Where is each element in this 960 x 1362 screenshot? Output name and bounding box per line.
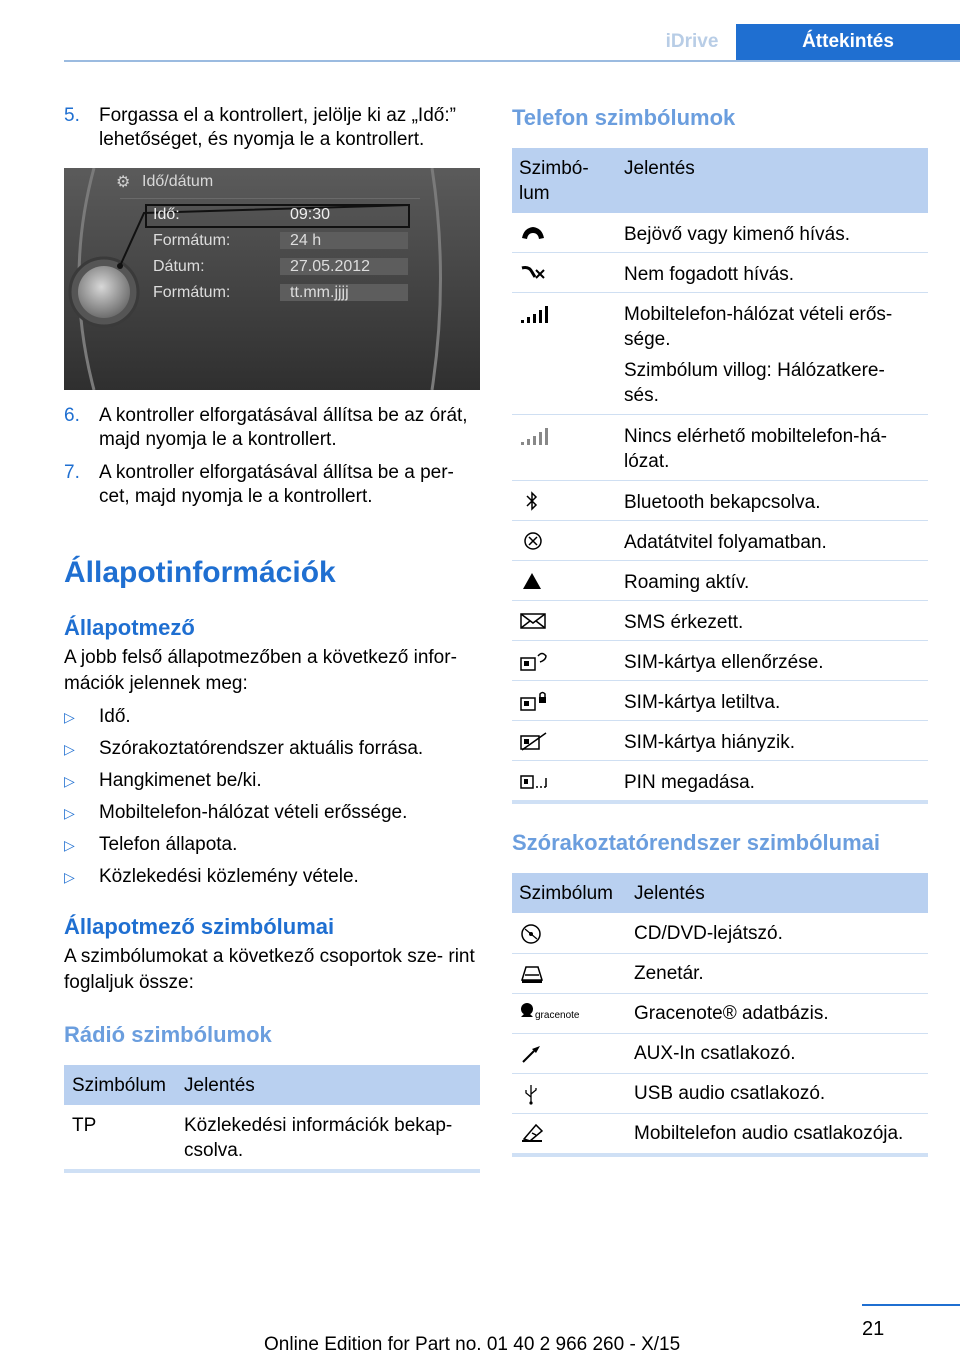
entertainment-symbols-title: Szórakoztatórendszer szimbólumai: [512, 830, 880, 855]
signal-strength-icon: [520, 304, 548, 324]
header-tab-overview[interactable]: Áttekintés: [736, 24, 960, 60]
row-divider: [512, 720, 928, 721]
meaning-cell: SIM-kártya letiltva.: [624, 692, 781, 713]
row-divider: [512, 520, 928, 521]
aux-in-plug-icon: [520, 1043, 542, 1065]
page-number: 21: [862, 1318, 885, 1340]
meaning-cell: SMS érkezett.: [624, 612, 744, 633]
row-divider: [512, 640, 928, 641]
list-item: ▷ Idő.: [64, 706, 131, 727]
header-cell: Szimbólum: [519, 883, 613, 904]
gear-icon: ⚙: [116, 174, 131, 191]
meaning-cell: Nem fogadott hívás.: [624, 264, 795, 285]
table-bottom-rule: [64, 1169, 480, 1173]
step-number: 7.: [64, 462, 80, 483]
meaning-cell: Mobiltelefon-hálózat vételi erős- sége.: [624, 304, 893, 350]
meaning-cell: SIM-kártya ellenőrzése.: [624, 652, 824, 673]
row-divider: [512, 953, 928, 954]
header-cell: Jelentés: [634, 883, 705, 904]
usb-icon: [522, 1083, 540, 1105]
radio-symbols-table: [64, 1065, 480, 1175]
list-item: ▷ Telefon állapota.: [64, 834, 238, 855]
pin-entry-icon: [520, 770, 548, 792]
table-bottom-rule: [512, 1153, 928, 1157]
header-cell: Jelentés: [624, 158, 695, 179]
header-tab-idrive[interactable]: iDrive: [665, 31, 719, 52]
header-cell: Szimbólum: [72, 1075, 166, 1096]
meaning-cell: Bejövő vagy kimenő hívás.: [624, 224, 851, 245]
sim-missing-icon: [520, 730, 548, 752]
footer-divider: [862, 1304, 960, 1306]
screen-row-value[interactable]: 27.05.2012: [290, 258, 371, 275]
screen-row-label[interactable]: Dátum:: [153, 258, 205, 275]
triangle-bullet-icon: ▷: [64, 709, 75, 725]
data-transfer-icon: [520, 530, 546, 552]
sms-envelope-icon: [520, 612, 546, 630]
cd-dvd-icon: [520, 923, 542, 945]
row-divider: [512, 680, 928, 681]
table-bottom-rule: [512, 800, 928, 804]
phone-audio-icon: [520, 1121, 546, 1143]
meaning-cell: Roaming aktív.: [624, 572, 750, 593]
meaning-cell: Adatátvitel folyamatban.: [624, 532, 827, 553]
meaning-cell: Szimbólum villog: Hálózatkere- sés.: [624, 360, 885, 406]
gracenote-logo-icon: [518, 1001, 598, 1025]
screen-row-value[interactable]: 24 h: [290, 232, 322, 249]
row-divider: [512, 414, 928, 415]
row-divider: [512, 480, 928, 481]
music-collection-icon: [520, 963, 544, 985]
step-number: 5.: [64, 105, 80, 126]
triangle-bullet-icon: ▷: [64, 837, 75, 853]
paragraph: A szimbólumokat a következő csoportok sze- rint foglaljuk össze:: [64, 946, 475, 993]
symbol-cell: TP: [72, 1115, 97, 1136]
row-divider: [512, 1113, 928, 1114]
section-title: Állapotinformációk: [64, 556, 336, 589]
meaning-cell: AUX-In csatlakozó.: [634, 1043, 796, 1064]
missed-call-icon: [520, 264, 546, 282]
sim-locked-icon: [520, 690, 548, 712]
step-text: Forgassa el a kontrollert, jelölje ki az „Idő:” lehetőséget, és nyomja le a kontrollert.: [99, 105, 456, 150]
row-divider: [512, 252, 928, 253]
meaning-cell: Közlekedési információk bekap- csolva.: [184, 1115, 453, 1161]
online-edition-note: Online Edition for Part no. 01 40 2 966 260 - X/15: [264, 1334, 681, 1355]
header-divider: [64, 60, 960, 62]
step-text: A kontroller elforgatásával állítsa be a per- cet, majd nyomja le a kontrollert.: [99, 462, 454, 507]
triangle-bullet-icon: ▷: [64, 805, 75, 821]
entertainment-symbols-table: [512, 873, 928, 1163]
sim-check-icon: [520, 650, 548, 672]
table-header: [512, 148, 928, 213]
triangle-bullet-icon: ▷: [64, 773, 75, 789]
meaning-cell: CD/DVD-lejátszó.: [634, 923, 783, 944]
screen-title: Idő/dátum: [142, 173, 214, 190]
meaning-cell: USB audio csatlakozó.: [634, 1083, 826, 1104]
bluetooth-icon: [522, 490, 542, 512]
roaming-triangle-icon: [522, 572, 542, 590]
screen-row-label[interactable]: Idő:: [153, 206, 180, 223]
meaning-cell: Bluetooth bekapcsolva.: [624, 492, 821, 513]
screen-row-label[interactable]: Formátum:: [153, 232, 231, 249]
row-divider: [512, 1073, 928, 1074]
step-number: 6.: [64, 405, 80, 426]
header-cell: Jelentés: [184, 1075, 255, 1096]
meaning-cell: Mobiltelefon audio csatlakozója.: [634, 1123, 904, 1144]
list-item: ▷ Szórakoztatórendszer aktuális forrása.: [64, 738, 424, 759]
step-7: [64, 461, 484, 511]
subsection-title: Állapotmező szimbólumai: [64, 914, 335, 939]
step-6: [64, 404, 484, 454]
row-divider: [512, 993, 928, 994]
table-header: [512, 873, 928, 913]
triangle-bullet-icon: ▷: [64, 741, 75, 757]
row-divider: [512, 760, 928, 761]
no-signal-icon: [520, 426, 548, 446]
list-item: ▷ Közlekedési közlemény vétele.: [64, 866, 359, 887]
step-text: A kontroller elforgatásával állítsa be az órát, majd nyomja le a kontrollert.: [99, 405, 468, 450]
meaning-cell: Nincs elérhető mobiltelefon-há- lózat.: [624, 426, 887, 472]
subsection-title: Állapotmező: [64, 615, 195, 640]
radio-symbols-title: Rádió szimbólumok: [64, 1022, 272, 1047]
meaning-cell: Zenetár.: [634, 963, 704, 984]
screen-row-value[interactable]: 09:30: [290, 206, 331, 223]
phone-handset-icon: [520, 224, 546, 242]
row-divider: [512, 560, 928, 561]
list-item: ▷ Hangkimenet be/ki.: [64, 770, 262, 791]
table-header: [64, 1065, 480, 1105]
header-cell: Szimbó- lum: [519, 158, 589, 204]
screen-row-value[interactable]: tt.mm.jjjj: [290, 284, 349, 301]
step-5: [64, 104, 484, 154]
idrive-screen-image: [64, 168, 480, 390]
gracenote-wordmark: gracenote: [535, 1010, 580, 1021]
meaning-cell: PIN megadása.: [624, 772, 755, 793]
phone-symbols-table: [512, 148, 928, 808]
triangle-bullet-icon: ▷: [64, 869, 75, 885]
row-divider: [512, 292, 928, 293]
screen-row-label[interactable]: Formátum:: [153, 284, 231, 301]
row-divider: [512, 600, 928, 601]
paragraph: A jobb felső állapotmezőben a következő infor- mációk jelennek meg:: [64, 647, 457, 694]
list-item: ▷ Mobiltelefon-hálózat vételi erőssége.: [64, 802, 408, 823]
row-divider: [512, 1033, 928, 1034]
meaning-cell: Gracenote® adatbázis.: [634, 1003, 829, 1024]
phone-symbols-title: Telefon szimbólumok: [512, 105, 736, 130]
meaning-cell: SIM-kártya hiányzik.: [624, 732, 796, 753]
